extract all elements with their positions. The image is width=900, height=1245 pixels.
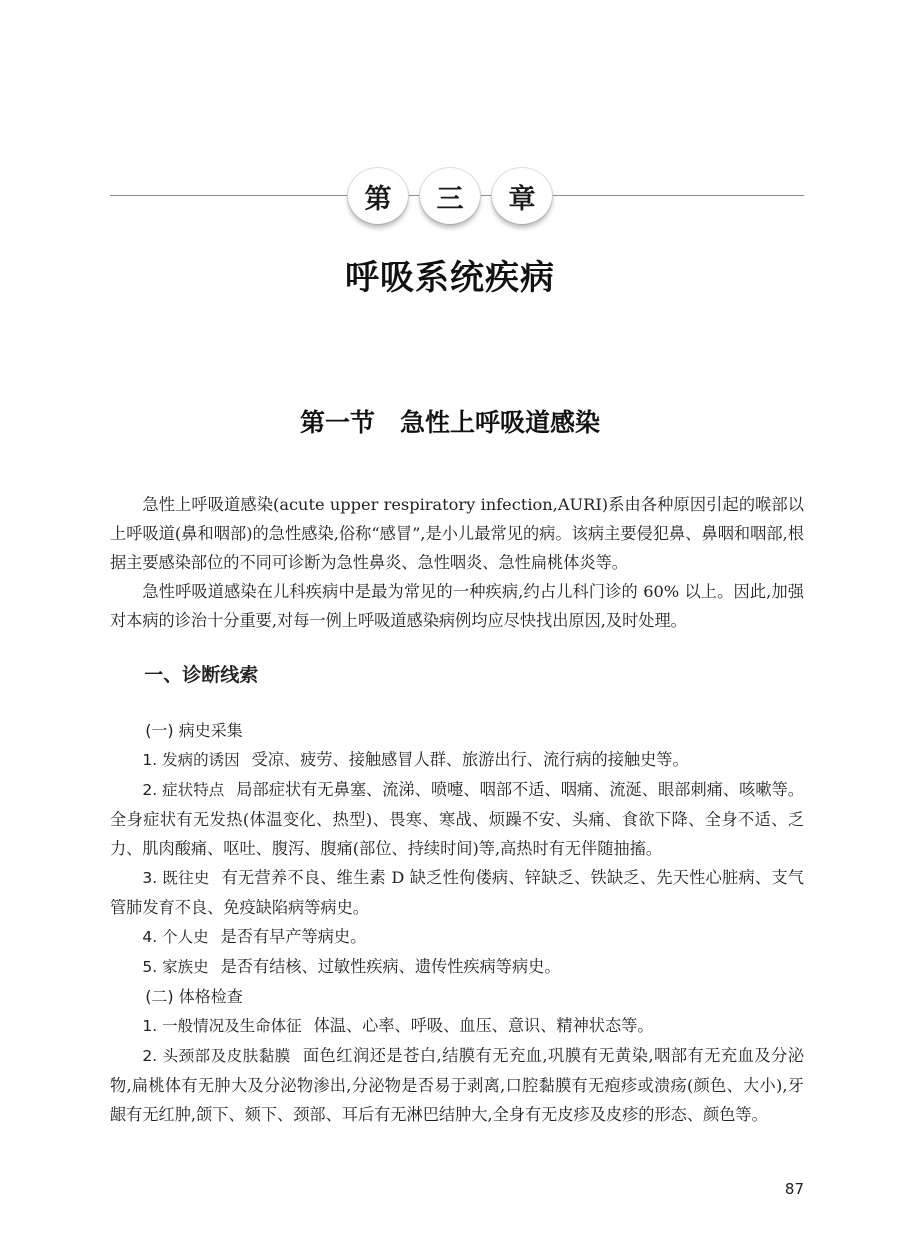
history-item-2 — [110, 775, 804, 863]
exam-item-1-head: 1. 一般情况及生命体征 — [142, 1017, 302, 1035]
page-number: 87 — [784, 1180, 804, 1198]
exam-item-1-text: 体温、心率、呼吸、血压、意识、精神状态等。 — [313, 1016, 654, 1035]
chapter-badge-group — [0, 168, 900, 224]
chapter-badge-2: 三 — [420, 168, 480, 224]
history-item-2-head: 2. 症状特点 — [142, 781, 225, 799]
history-item-4 — [110, 922, 804, 952]
history-item-4-text: 是否有早产等病史。 — [220, 927, 367, 946]
chapter-badge-1: 第 — [348, 168, 408, 224]
history-item-4-head: 4. 个人史 — [142, 928, 209, 946]
exam-item-2-text: 面色红润还是苍白,结膜有无充血,巩膜有无黄染,咽部有无充血及分泌物,扁桃体有无肿大及分泌物渗出,分泌物是否易于剥离,口腔黏膜有无疱疹或溃疡(颜色、大小),牙龈有无红肿,颌下、颏下、颈部、耳后有无淋巴结肿大,全身有无皮疹及皮疹的形态、颜色等。 — [110, 1046, 805, 1124]
exam-item-2 — [110, 1041, 804, 1129]
history-item-3 — [110, 863, 804, 922]
intro-paragraph-2: 急性呼吸道感染在儿科疾病中是最为常见的一种疾病,约占儿科门诊的 60% 以上。因此,加强对本病的诊治十分重要,对每一例上呼吸道感染病例均应尽快找出原因,及时处理。 — [110, 582, 804, 630]
history-item-1 — [110, 745, 804, 775]
history-item-3-head: 3. 既往史 — [142, 869, 210, 887]
history-item-1-head: 1. 发病的诱因 — [142, 751, 240, 769]
history-item-1-text: 受凉、疲劳、接触感冒人群、旅游出行、流行病的接触史等。 — [251, 750, 689, 769]
subheading-history: (一) 病史采集 — [145, 721, 243, 740]
history-item-3-text: 有无营养不良、维生素 D 缺乏性佝偻病、锌缺乏、铁缺乏、先天性心脏病、支气管肺发育不良、免疫缺陷病等病史。 — [110, 868, 804, 917]
exam-item-2-head: 2. 头颈部及皮肤黏膜 — [142, 1047, 291, 1065]
page-body — [110, 490, 804, 1129]
history-item-2-text: 局部症状有无鼻塞、流涕、喷嚏、咽部不适、咽痛、流涎、眼部刺痛、咳嗽等。全身症状有无发热(体温变化、热型)、畏寒、寒战、烦躁不安、头痛、食欲下降、全身不适、乏力、肌肉酸痛、呕吐、腹泻、腹痛(部位、持续时间)等,高热时有无伴随抽搐。 — [110, 780, 804, 858]
subheading-physical-exam: (二) 体格检查 — [145, 987, 243, 1006]
heading-diagnosis-clues: 一、诊断线索 — [144, 664, 259, 686]
exam-item-1 — [110, 1011, 804, 1041]
history-item-5 — [110, 952, 804, 982]
section-title: 第一节 急性上呼吸道感染 — [299, 408, 600, 437]
intro-paragraph-1: 急性上呼吸道感染(acute upper respiratory infection,AURI)系由各种原因引起的喉部以上呼吸道(鼻和咽部)的急性感染,俗称“感冒”,是小儿最常见的病。该病主要侵犯鼻、鼻咽和咽部,根据主要感染部位的不同可诊断为急性鼻炎、急性咽炎、急性扁桃体炎等。 — [110, 495, 804, 572]
chapter-badge-3: 章 — [492, 168, 552, 224]
history-item-5-text: 是否有结核、过敏性疾病、遗传性疾病等病史。 — [220, 957, 561, 976]
history-item-5-head: 5. 家族史 — [142, 958, 209, 976]
chapter-title: 呼吸系统疾病 — [345, 258, 555, 298]
